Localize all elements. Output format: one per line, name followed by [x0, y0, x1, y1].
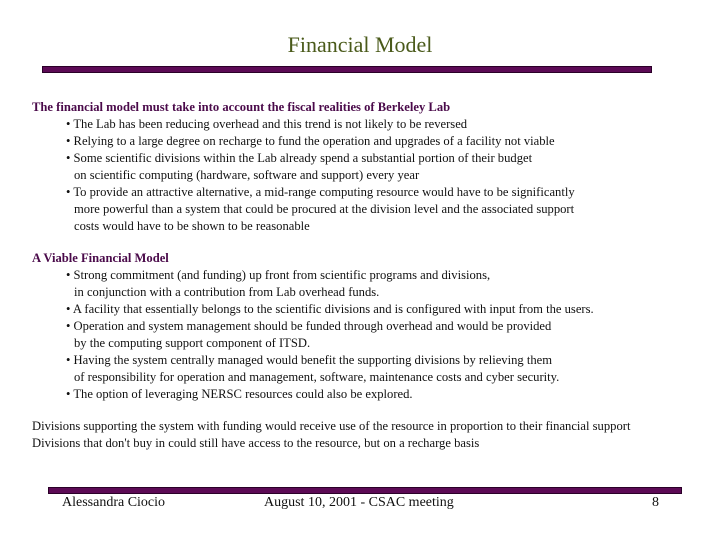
bullet-continuation: on scientific computing (hardware, software and support) every year	[74, 168, 420, 182]
footer-divider	[48, 487, 682, 494]
bullet: • The option of leveraging NERSC resources could also be explored.	[66, 387, 413, 401]
bullet-continuation: by the computing support component of ITSD.	[74, 336, 311, 350]
bullet-continuation: in conjunction with a contribution from Lab overhead funds.	[74, 285, 380, 299]
bullet-continuation: more powerful than a system that could be procured at the division level and the associated support	[74, 202, 575, 216]
title-divider	[42, 66, 652, 73]
bullet: • To provide an attractive alternative, a mid-range computing resource would have to be significantly	[66, 185, 575, 199]
section1-heading: The financial model must take into account the fiscal realities of Berkeley Lab	[32, 100, 451, 114]
section2-heading: A Viable Financial Model	[32, 251, 169, 265]
slide-title: Financial Model	[287, 32, 433, 57]
bullet: • The Lab has been reducing overhead and this trend is not likely to be reversed	[66, 117, 468, 131]
bullet: • Some scientific divisions within the Lab already spend a substantial portion of their budget	[66, 151, 533, 165]
bullet-continuation: of responsibility for operation and management, software, maintenance costs and cyber security.	[74, 370, 560, 384]
footer-event: August 10, 2001 - CSAC meeting	[264, 495, 454, 510]
bullet: • Operation and system management should be funded through overhead and would be provided	[66, 319, 552, 333]
footer-author: Alessandra Ciocio	[62, 495, 166, 510]
page-number: 8	[652, 495, 659, 510]
bullet: • Having the system centrally managed would benefit the supporting divisions by relieving them	[66, 353, 553, 367]
bullet: • Relying to a large degree on recharge to fund the operation and upgrades of a facility not viable	[66, 134, 555, 148]
bullet: • A facility that essentially belongs to the scientific divisions and is configured with input from the users.	[66, 302, 594, 316]
bullet-continuation: costs would have to be shown to be reasonable	[74, 219, 310, 233]
closing-line: Divisions that don't buy in could still have access to the resource, but on a recharge basis	[32, 436, 480, 450]
bullet: • Strong commitment (and funding) up front from scientific programs and divisions,	[66, 268, 491, 282]
closing-line: Divisions supporting the system with funding would receive use of the resource in proportion to their financial support	[32, 419, 631, 433]
